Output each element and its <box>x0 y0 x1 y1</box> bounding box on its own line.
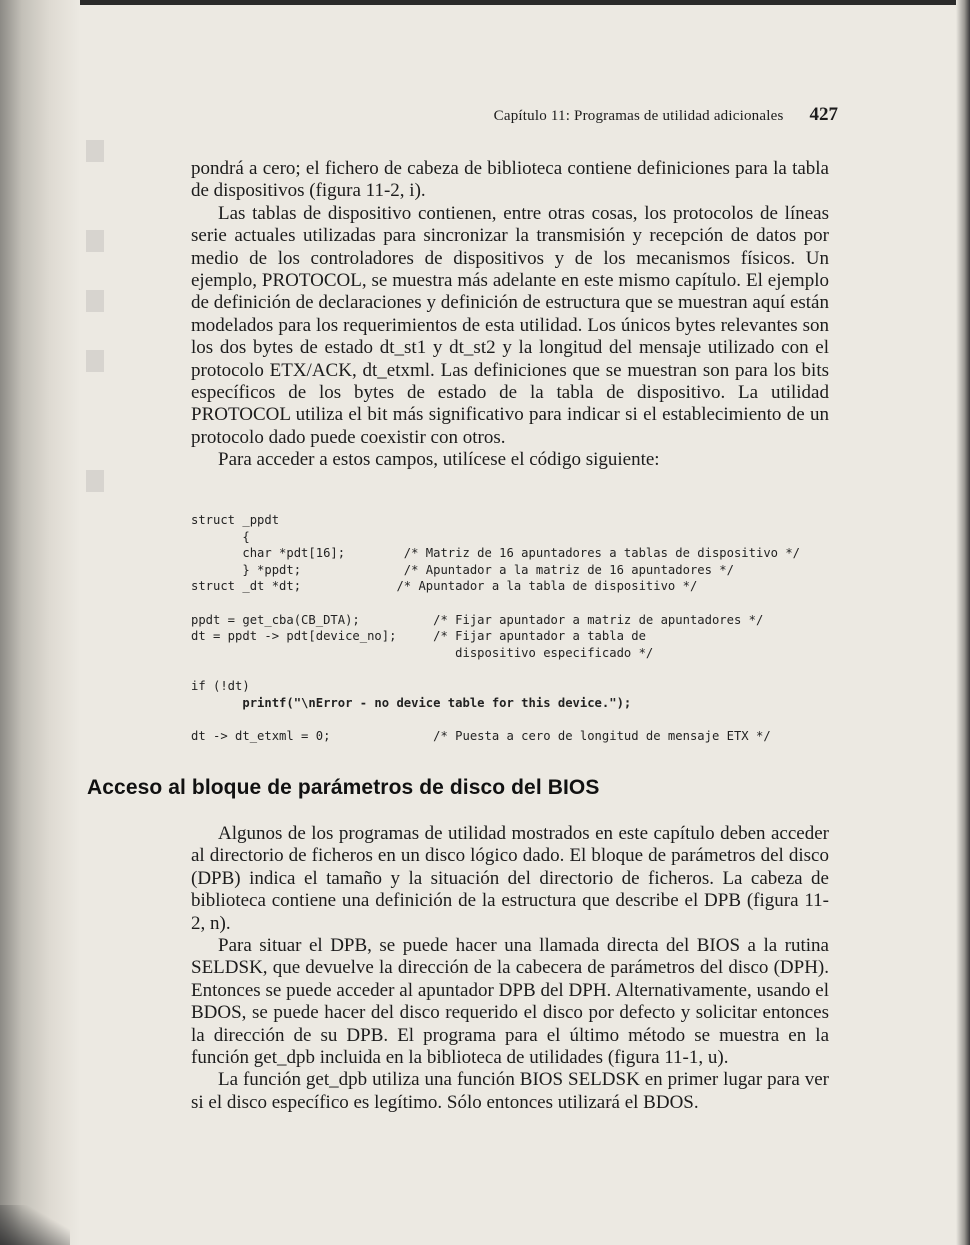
page-number: 427 <box>809 104 838 125</box>
running-header <box>493 104 838 128</box>
paragraph-code-intro: Para acceder a estos campos, utilícese el código siguiente: <box>218 449 660 471</box>
code-line: dispositivo especificado */ <box>191 645 654 660</box>
facing-page-bleed <box>86 140 116 660</box>
page-right-edge <box>956 0 970 1245</box>
code-line: { <box>191 529 250 544</box>
scan-bottom-corner <box>0 1205 70 1245</box>
scan-top-edge <box>0 0 970 5</box>
code-line: struct _ppdt <box>191 513 280 527</box>
body-text-top <box>191 158 829 472</box>
paragraph-continued: pondrá a cero; el fichero de cabeza de biblioteca contiene definiciones para la tabla de dispositivos (figura 11-2, i). <box>191 158 829 202</box>
paragraph-device-tables: Las tablas de dispositivo contienen, entre otras cosas, los protocolos de líneas serie actuales utilizadas para sincronizar la transmisión y recepción de datos por medio de los controladores de dispositivos y de los mecanismos físicos. Un ejemplo, PROTOCOL, se muestra más adelante en este mismo capítulo. El ejemplo de definición de declaraciones y definición de estructura que se muestran aquí están modelados para los requerimientos de esta utilidad. Los únicos bytes relevantes son los dos bytes de estado dt_st1 y dt_st2 y la longitud del mensaje utilizado con el protocolo ETX/ACK, dt_etxml. Las definiciones que se muestran son para los bits específicos de los bytes de estado de la tabla de dispositivo. La utilidad PROTOCOL utiliza el bit más significativo para indicar si el establecimiento de un protocolo dado puede coexistir con otros. <box>191 202 829 448</box>
code-line: dt = ppdt -> pdt[device_no]; /* Fijar apuntador a tabla de <box>191 629 646 644</box>
paragraph-get-dpb: La función get_dpb utiliza una función BIOS SELDSK en primer lugar para ver si el disco específico es legítimo. Sólo entonces utilizará el BDOS. <box>191 1069 829 1113</box>
section-heading: Acceso al bloque de parámetros de disco del BIOS <box>87 776 600 799</box>
code-line: ppdt = get_cba(CB_DTA); /* Fijar apuntador a matriz de apuntadores */ <box>191 612 764 627</box>
paragraph-dpb-intro: Algunos de los programas de utilidad mostrados en este capítulo deben acceder al directorio de ficheros en un disco lógico dado. El bloque de parámetros del disco (DPB) indica el tamaño y la situación del directorio de ficheros. La cabeza de biblioteca contiene una definición de la estructura que describe el DPB (figura 11-2, n). <box>191 823 829 934</box>
paragraph-locate-dpb: Para situar el DPB, se puede hacer una llamada directa del BIOS a la rutina SELDSK, que devuelve la dirección de la cabecera de parámetros del disco (DPH). Entonces se puede acceder al apuntador DPB del DPH. Alternativamente, usando el BDOS, se puede hacer del disco requerido el disco por defecto y solicitar entonces la dirección de su DPB. El programa para el último método se muestra en la función get_dpb incluida en la biblioteca de utilidades (figura 11-1, u). <box>191 935 829 1069</box>
code-line: printf("\nError - no device table for this device."); <box>191 695 632 710</box>
code-line: struct _dt *dt; /* Apuntador a la tabla de dispositivo */ <box>191 579 698 594</box>
code-line: if (!dt) <box>191 678 250 693</box>
code-line: } *ppdt; /* Apuntador a la matriz de 16 apuntadores */ <box>191 562 734 577</box>
running-title: Capítulo 11: Programas de utilidad adicionales <box>493 108 784 124</box>
book-gutter-shadow <box>0 0 80 1245</box>
code-line: char *pdt[16]; /* Matriz de 16 apuntadores a tablas de dispositivo */ <box>191 546 801 561</box>
code-line: dt -> dt_etxml = 0; /* Puesta a cero de longitud de mensaje ETX */ <box>191 728 771 743</box>
body-text-bottom <box>191 823 829 1114</box>
code-listing <box>191 512 800 744</box>
